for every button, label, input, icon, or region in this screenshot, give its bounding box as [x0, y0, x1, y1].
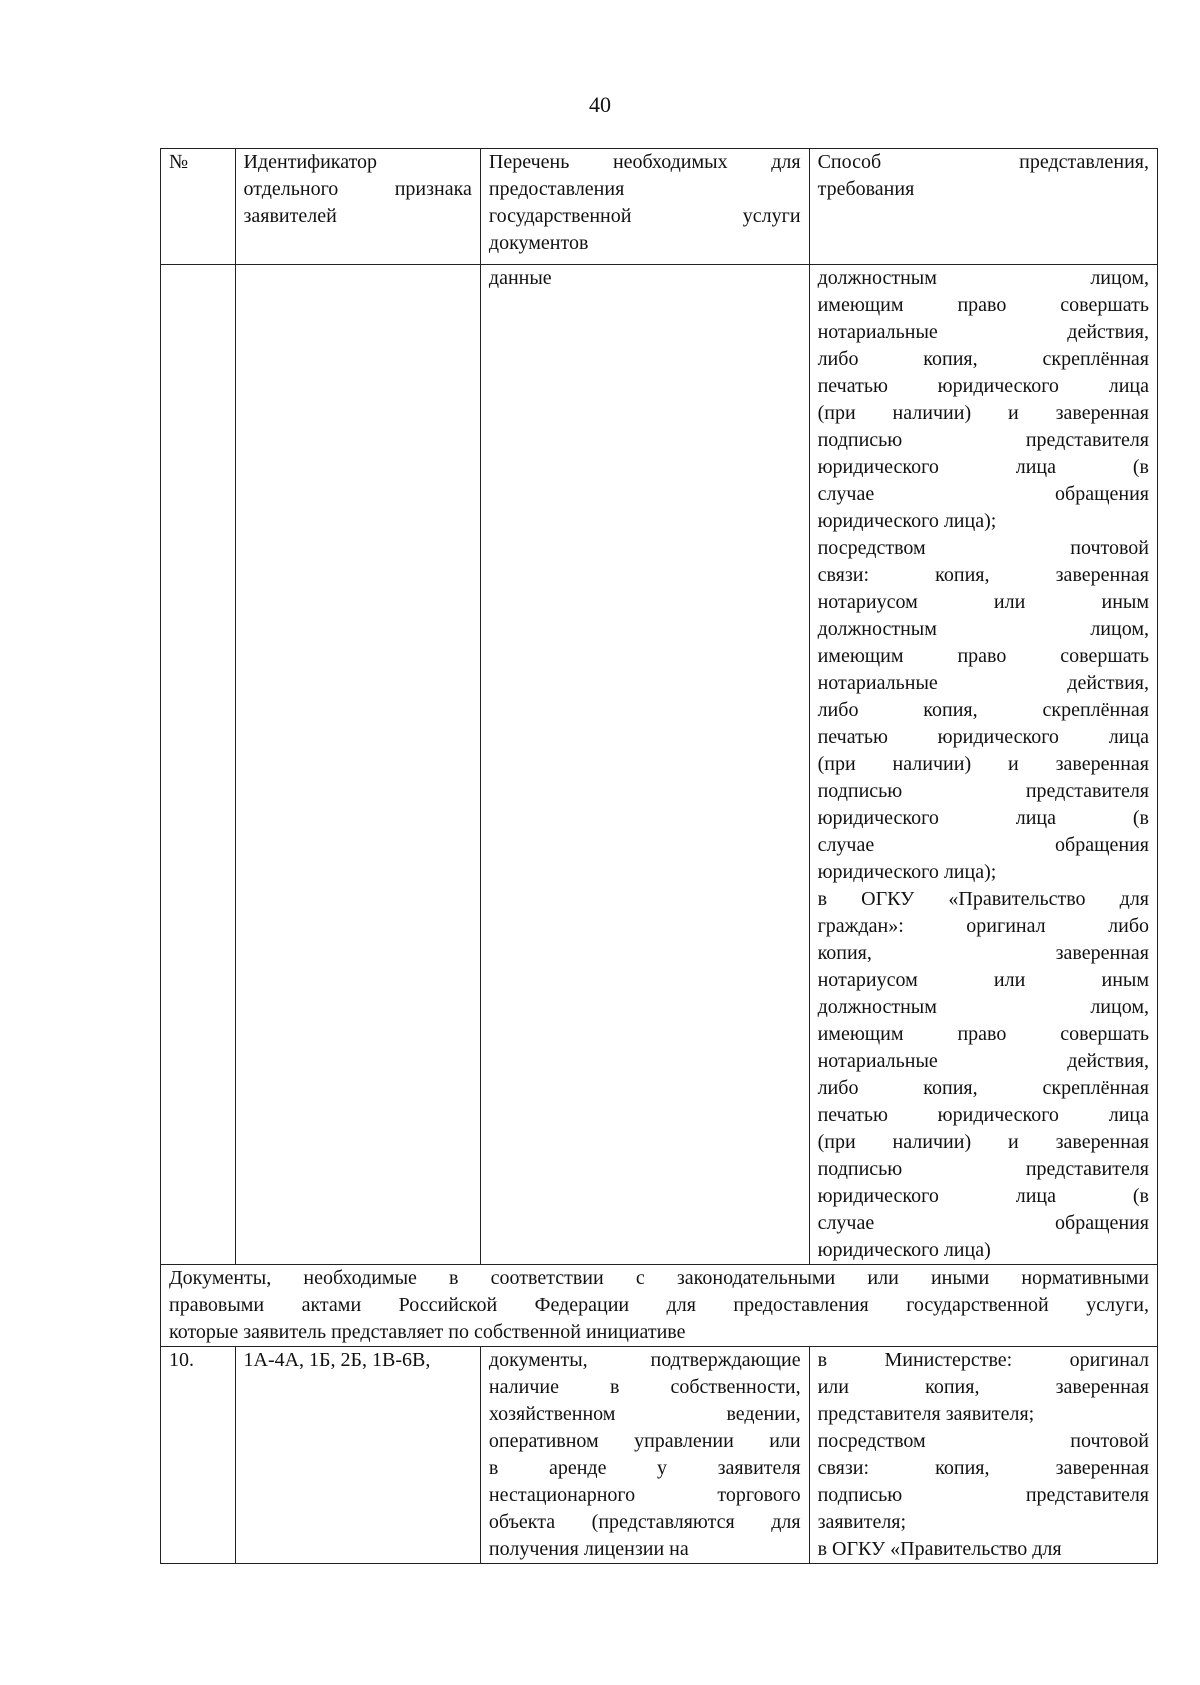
cell-line: имеющим право совершать [817, 645, 1149, 667]
documents-table [160, 148, 1158, 1564]
cell-line: в ОГКУ «Правительство для [817, 1538, 1062, 1560]
cell-number: 10. [161, 1347, 236, 1564]
cell-line: юридического лица (в [817, 807, 1149, 829]
cell-line: печатью юридического лица [817, 375, 1149, 397]
cell-documents [480, 265, 809, 1265]
cell-line: нестационарного торгового [488, 1484, 801, 1506]
cell-line: документы, подтверждающие [488, 1349, 801, 1371]
cell-line: (при наличии) и заверенная [817, 402, 1149, 424]
table-row-continuation [161, 265, 1158, 1265]
header-documents-list [480, 149, 809, 265]
cell-documents [480, 1347, 809, 1564]
page-number: 40 [589, 92, 611, 117]
header-method-line: Способ представления, [817, 151, 1149, 173]
table-row-10 [161, 1347, 1158, 1564]
cell-line: юридического лица) [817, 1239, 991, 1261]
cell-line: либо копия, скреплённая [817, 1077, 1149, 1099]
cell-line: нотариусом или иным [817, 591, 1149, 613]
cell-line: юридического лица); [817, 861, 997, 883]
cell-line: связи: копия, заверенная [817, 1457, 1149, 1479]
cell-line: оперативном управлении или [488, 1430, 801, 1452]
section-heading-row [161, 1265, 1158, 1347]
cell-line: случае обращения [817, 834, 1149, 856]
cell-line: заявителя; [817, 1511, 907, 1533]
cell-line: случае обращения [817, 1212, 1149, 1234]
header-identifier-line: отдельного признака [243, 178, 472, 200]
cell-line: наличие в собственности, [488, 1376, 801, 1398]
cell-line: должностным лицом, [817, 618, 1149, 640]
cell-line: (при наличии) и заверенная [817, 753, 1149, 775]
cell-line: юридического лица (в [817, 1185, 1149, 1207]
cell-line: случае обращения [817, 483, 1149, 505]
cell-line: подписью представителя [817, 780, 1149, 802]
cell-number-empty [161, 265, 236, 1265]
cell-identifier: 1А-4А, 1Б, 2Б, 1В-6В, [235, 1347, 480, 1564]
cell-line: хозяйственном ведении, [488, 1403, 801, 1425]
cell-line: подписью представителя [817, 1484, 1149, 1506]
section-heading-line: правовыми актами Российской Федерации для предоставления государственной услуги, [169, 1294, 1149, 1316]
section-heading [161, 1265, 1158, 1347]
cell-line: в аренде у заявителя [488, 1457, 801, 1479]
cell-line: подписью представителя [817, 429, 1149, 451]
cell-line: имеющим право совершать [817, 1023, 1149, 1045]
cell-line: нотариальные действия, [817, 321, 1149, 343]
cell-line: нотариусом или иным [817, 969, 1149, 991]
header-identifier-line: заявителей [243, 205, 337, 227]
cell-line: нотариальные действия, [817, 1050, 1149, 1072]
cell-line: объекта (представляются для [488, 1511, 801, 1533]
header-identifier-line: Идентификатор [243, 151, 378, 173]
cell-line: копия, заверенная [817, 942, 1149, 964]
cell-line: в Министерстве: оригинал [817, 1349, 1149, 1371]
cell-line: связи: копия, заверенная [817, 564, 1149, 586]
section-heading-line: которые заявитель представляет по собственной инициативе [169, 1321, 686, 1343]
cell-identifier-empty [235, 265, 480, 1265]
cell-line: печатью юридического лица [817, 726, 1149, 748]
cell-line: юридического лица); [817, 510, 997, 532]
cell-line: представителя заявителя; [817, 1403, 1035, 1425]
cell-line: или копия, заверенная [817, 1376, 1149, 1398]
cell-line: либо копия, скреплённая [817, 699, 1149, 721]
header-documents-line: государственной услуги [488, 205, 801, 227]
cell-line: имеющим право совершать [817, 294, 1149, 316]
cell-line: либо копия, скреплённая [817, 348, 1149, 370]
cell-line: данные [488, 267, 552, 289]
header-documents-line: документов [488, 232, 589, 254]
cell-line: (при наличии) и заверенная [817, 1131, 1149, 1153]
cell-line: печатью юридического лица [817, 1104, 1149, 1126]
header-submission-method [809, 149, 1157, 265]
table-header-row [161, 149, 1158, 265]
header-identifier [235, 149, 480, 265]
header-documents-line: Перечень необходимых для [488, 151, 801, 173]
cell-line: нотариальные действия, [817, 672, 1149, 694]
cell-submission-method [809, 1347, 1157, 1564]
cell-line: посредством почтовой [817, 537, 1149, 559]
cell-line: в ОГКУ «Правительство для [817, 888, 1149, 910]
cell-line: граждан»: оригинал либо [817, 915, 1149, 937]
section-heading-line: Документы, необходимые в соответствии с законодательными или иными нормативными [169, 1267, 1149, 1289]
cell-line: подписью представителя [817, 1158, 1149, 1180]
header-method-line: требования [817, 178, 915, 200]
header-documents-line: предоставления [488, 178, 625, 200]
header-number: № [161, 149, 236, 265]
cell-line: должностным лицом, [817, 996, 1149, 1018]
cell-line: юридического лица (в [817, 456, 1149, 478]
cell-submission-method [809, 265, 1157, 1265]
cell-line: посредством почтовой [817, 1430, 1149, 1452]
cell-line: должностным лицом, [817, 267, 1149, 289]
cell-line: получения лицензии на [488, 1538, 689, 1560]
